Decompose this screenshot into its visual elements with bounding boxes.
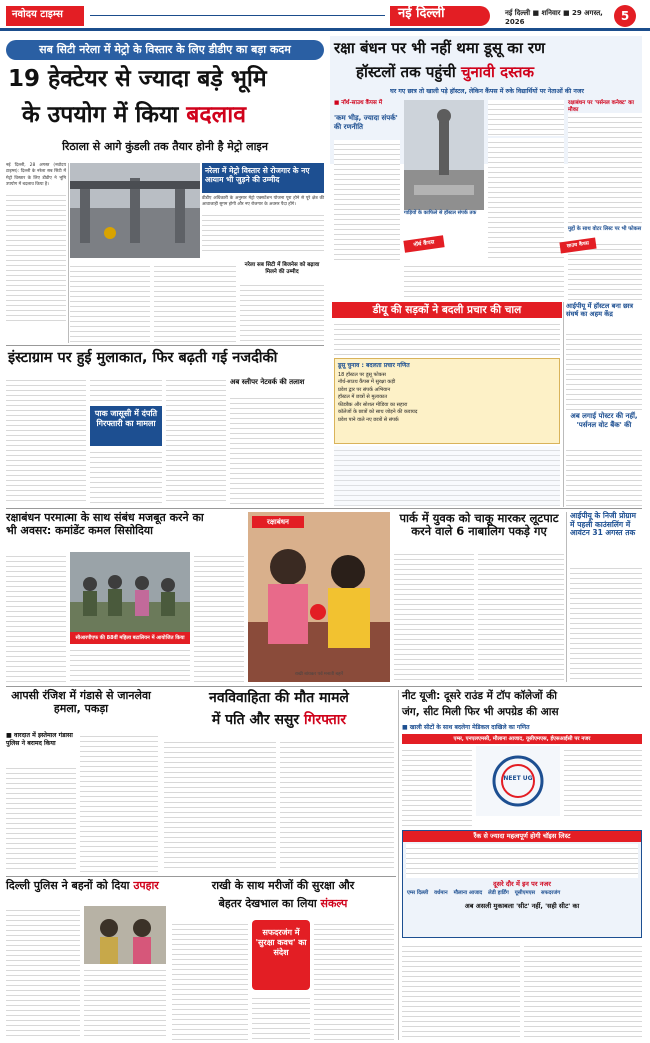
bride-headline-b bbox=[164, 712, 394, 734]
story2-column-1 bbox=[6, 376, 86, 504]
story1-col3-lines bbox=[154, 262, 236, 343]
rakhi-callout: सफदरजंग में 'सुरक्षा कवच' का संदेश bbox=[252, 920, 310, 990]
rakhi-column-1 bbox=[172, 920, 248, 1040]
story1-column-4 bbox=[240, 281, 324, 343]
delhi-column-2 bbox=[84, 966, 166, 1040]
rakhi-col1-lines bbox=[172, 920, 248, 1040]
dusu-box bbox=[334, 358, 560, 444]
neet-box bbox=[402, 830, 642, 938]
neet-box-body bbox=[406, 844, 638, 878]
rakhi-headline-red: संकल्प bbox=[320, 897, 348, 910]
delhi-headline-red: उपहार bbox=[133, 879, 159, 892]
top-bar bbox=[0, 28, 650, 31]
bdesk-caption: सीआरपीएफ की 88वीं महिला बटालियन में आयोजित किया bbox=[70, 632, 190, 644]
bride-column-1 bbox=[164, 738, 276, 872]
city-label: नई दिल्ली bbox=[390, 6, 490, 26]
ipu-lines bbox=[570, 564, 642, 682]
paper-logo: नवोदय टाइम्स bbox=[6, 6, 84, 26]
bdesk-column-3 bbox=[194, 552, 244, 682]
rule-4 bbox=[6, 876, 396, 877]
label-north-campus: नॉर्थ कैंपस bbox=[403, 235, 444, 252]
dusu-bullet-0: 18 हॉस्टल पर डूसू फोकस bbox=[338, 371, 386, 378]
bride-headline-red: गिरफ्तार bbox=[304, 712, 347, 728]
rule-1 bbox=[6, 345, 324, 346]
neet-badge-label: NEET UG bbox=[503, 775, 533, 782]
bdesk-photo bbox=[70, 552, 190, 632]
story1-col4-lines bbox=[240, 281, 324, 343]
right1-tag: ■ नॉर्थ-साउथ कैंपस में bbox=[334, 100, 383, 106]
story2-column-3 bbox=[166, 376, 226, 504]
neet-sub: ■ खाली सीटों के साथ बदलेगा मेडिकल दाखिले का गणित bbox=[402, 724, 530, 731]
right1-headline-a: रक्षा बंधन पर भी नहीं थमा डूसू का रण bbox=[334, 39, 545, 57]
neet-item-4: यूसीएमएस bbox=[514, 890, 535, 897]
dusu-body bbox=[334, 320, 560, 356]
crpf-ceremony-photo bbox=[70, 552, 190, 632]
ipu-headline: आईपीयू के निजी प्रोग्राम में पहली काउंसलिंग में आवंटन 31 अगस्त तक bbox=[570, 511, 636, 538]
delhi-col1-lines bbox=[6, 906, 80, 1040]
neet-item-3: लेडी हार्डिंग bbox=[488, 890, 509, 897]
dusu-bullet-1: नॉर्थ-साउथ कैंपस में सुरक्षा कड़ी bbox=[338, 379, 396, 385]
story2-callout: पाक जासूसी में दंपति गिरफ्तारी का मामला bbox=[90, 406, 162, 446]
right1-col2-lines bbox=[488, 100, 564, 136]
neet-column-2 bbox=[564, 746, 642, 816]
delhi-photo bbox=[84, 906, 166, 964]
label-south-campus: साउथ कैंपस bbox=[559, 238, 596, 254]
story1-divider bbox=[68, 163, 69, 343]
neet-col4-lines bbox=[524, 942, 642, 1040]
right1-column-2b bbox=[488, 138, 564, 260]
bdesk-headline: रक्षाबंधन परमात्मा के साथ संबंध मजबूत करने का भी अवसर: कमांडेंट कमल सिसोदिया bbox=[6, 511, 204, 537]
dusu-box-title: डूसू चुनाव : बदलता प्रचार गणित bbox=[338, 362, 410, 369]
story1-column-1 bbox=[6, 163, 66, 343]
ipu-side-headline: आईपीयू में हॉस्टल बना छात्र संघर्ष का अहम केंद्र bbox=[566, 302, 634, 319]
story1-column-2 bbox=[70, 262, 150, 343]
poster-headline: अब लगाई पोस्टर की नहीं, 'पर्सनल वोट बैंक' की bbox=[570, 412, 638, 429]
neet-column-4 bbox=[524, 942, 642, 1040]
poster-lines bbox=[566, 446, 642, 506]
ipu-side-body bbox=[566, 330, 642, 410]
right1-column-5 bbox=[404, 262, 564, 300]
knife-column-1 bbox=[394, 550, 474, 682]
rakhi-headline-a: राखी के साथ मरीजों की सुरक्षा और bbox=[211, 879, 355, 892]
neet-tags: एम्स, एनएलएमसी, मौलाना आजाद, यूसीएमएस, ईएसआईसी पर नजर bbox=[402, 734, 642, 744]
story1-headline-b bbox=[22, 102, 322, 136]
story1-body-lines bbox=[6, 191, 66, 321]
right1-column-3 bbox=[568, 113, 642, 223]
bride-col1-lines bbox=[164, 738, 276, 872]
knife-col1-lines bbox=[394, 550, 474, 682]
story1-column-3 bbox=[154, 262, 236, 343]
rule-3 bbox=[6, 686, 642, 687]
bride-headline-a: नवविवाहिता की मौत मामले bbox=[209, 690, 349, 706]
story1-headline-red: बदलाव bbox=[186, 102, 246, 128]
delhi-headline bbox=[6, 880, 166, 902]
right1-headline-b bbox=[356, 64, 640, 86]
story2-col4-lines bbox=[230, 394, 324, 504]
poster-body bbox=[566, 446, 642, 506]
knife-col2-lines bbox=[478, 550, 564, 682]
story2-column-4 bbox=[230, 394, 324, 504]
delhi-headline-text: दिल्ली पुलिस ने बहनों को दिया bbox=[6, 879, 130, 892]
bride-column-2 bbox=[280, 738, 394, 872]
metro-construction-photo bbox=[70, 163, 200, 258]
delhi-column-1 bbox=[6, 906, 80, 1040]
neet-column-3 bbox=[402, 942, 520, 1040]
dusu-bullet-2: प्रवेश द्वार पर संपर्क अभियान bbox=[338, 386, 391, 393]
story1-inset-kicker: नरेला सब सिटी में बिजनेस को बढ़ावा मिलने की उम्मीद bbox=[244, 262, 320, 275]
story1-photo bbox=[70, 163, 200, 258]
neet-box-lines bbox=[406, 844, 638, 878]
story1-col2-lines bbox=[70, 262, 150, 343]
apsi-col2-lines bbox=[80, 732, 158, 872]
bdesk-col1-lines bbox=[6, 552, 66, 682]
rakhi-column-3 bbox=[314, 920, 394, 1040]
dusu-bullet-4: फीडबैक और सोशल मीडिया का सहारा bbox=[338, 401, 408, 408]
dusu-body-lines bbox=[334, 320, 560, 356]
right1-column-1 bbox=[334, 140, 400, 260]
bdesk-col2-lines bbox=[70, 646, 190, 682]
right1-headline-red: चुनावी दस्तक bbox=[460, 63, 535, 81]
story1-subhead: रिठाला से आगे कुंडली तक तैयार होनी है मेट्रो लाइन bbox=[62, 140, 268, 153]
dateline: नई दिल्ली ■ शनिवार ■ 29 अगस्त, 2026 bbox=[505, 9, 603, 26]
story2-col3-lines bbox=[166, 376, 226, 504]
neet-list-title: दूसरे दौर में इन पर नजर bbox=[493, 880, 551, 888]
story1-headline-a: 19 हेक्टेयर से ज्यादा बड़े भूमि bbox=[8, 66, 267, 92]
apsi-column-2 bbox=[80, 732, 158, 872]
dusu-headline: डीयू की सड़कों ने बदली प्रचार की चाल bbox=[332, 302, 562, 318]
story2-column-2b bbox=[90, 448, 162, 504]
right1-photo bbox=[404, 100, 484, 210]
story1-highlight: नरेला में मेट्रो विस्तार से रोजगार के नए आयाम भी जुड़ने की उम्मीद bbox=[202, 163, 324, 193]
dusu-bottom bbox=[334, 446, 560, 506]
rakhi-col2-lines bbox=[252, 994, 310, 1040]
rakhi-column-2 bbox=[252, 994, 310, 1040]
apsi-column-1 bbox=[6, 764, 76, 872]
masthead-rule bbox=[90, 15, 385, 16]
neet-col1-lines bbox=[402, 746, 472, 828]
raksha-label: रक्षाबंधन bbox=[252, 516, 304, 528]
story1-highlight-body bbox=[202, 196, 324, 258]
right1-col-head: रक्षाबंधन पर 'पर्सनल कनेक्ट' का मौका bbox=[568, 100, 634, 113]
page-number: 5 bbox=[614, 5, 636, 27]
rakhi-headline-b bbox=[172, 898, 394, 916]
neet-item-0: एम्स दिल्ली bbox=[407, 890, 429, 897]
neet-quote: अब असली मुकाबला 'सीट' नहीं, 'सही सीट' का bbox=[464, 901, 580, 910]
ipu-body bbox=[570, 564, 642, 682]
neet-col3-lines bbox=[402, 942, 520, 1040]
story1-highlight-text: डीडीए अधिकारी के अनुसार मेट्रो एक्सटेंशन योजना पूरा होने से पूरे क्षेत्र की आवाजाही सुगम होगी और नए रोजगार के अवसर पैदा होंगे। bbox=[202, 196, 324, 208]
ipu-side-lines bbox=[566, 330, 642, 410]
right1-col5-lines bbox=[404, 262, 564, 300]
neet-headline-a: नीट यूजी: दूसरे राउंड में टॉप कॉलेजों की bbox=[402, 690, 558, 702]
story2-col2b-lines bbox=[90, 448, 162, 504]
story2-inset-kicker: अब स्लीपर नेटवर्क की तलाश bbox=[230, 378, 305, 386]
neet-headline-b: जंग, सीट मिली फिर भी अपग्रेड की आस bbox=[402, 706, 559, 718]
bride-col2-lines bbox=[280, 738, 394, 872]
right1-subhead: घर गए छात्र तो खाली पड़े हॉस्टल, लेकिन कैंपस में रुके विद्यार्थियों पर नेताओं की नजर bbox=[390, 88, 584, 95]
raksha-photo bbox=[248, 512, 390, 682]
story1-headline-b-text: के उपयोग में किया bbox=[22, 102, 179, 128]
story2-col2a-lines bbox=[90, 376, 162, 404]
police-rakhi-photo bbox=[84, 906, 166, 964]
neet-col2-lines bbox=[564, 746, 642, 816]
dusu-bullet-6: प्रवेश पाने वाले नए छात्रों से संपर्क bbox=[338, 416, 399, 423]
neet-list bbox=[403, 888, 641, 899]
neet-box-title: रैंक से ज्यादा महत्वपूर्ण होगी चॉइस लिस्ट bbox=[403, 831, 641, 842]
right1-col2b-lines bbox=[488, 138, 564, 260]
story1-highlight-lines bbox=[202, 211, 324, 251]
right1-tag-quote: 'कम भीड़, ज्यादा संपर्क' की रणनीति bbox=[334, 114, 398, 131]
bdesk-column-1 bbox=[6, 552, 66, 682]
rakhi-headline-b-text: बेहतर देखभाल का लिया bbox=[218, 897, 317, 910]
story2-column-2a bbox=[90, 376, 162, 404]
rule-2 bbox=[6, 508, 642, 509]
apsi-headline: आपसी रंजिश में गंडासे से जानलेवा हमला, पकड़ा bbox=[11, 689, 151, 715]
neet-item-5: सफदरजंग bbox=[540, 890, 561, 897]
rakhi-tying-photo bbox=[248, 512, 390, 682]
raksha-caption: राखी बांधकर पर्व मनाती बहनें bbox=[295, 672, 343, 677]
dusu-bottom-lines bbox=[334, 446, 560, 506]
rule-v-ipu bbox=[566, 512, 567, 682]
neet-badge bbox=[476, 746, 560, 816]
bride-headline-b-text: में पति और ससुर bbox=[211, 712, 300, 728]
delhi-col2-lines bbox=[84, 966, 166, 1040]
knife-column-2 bbox=[478, 550, 564, 682]
neet-item-2: मौलाना आजाद bbox=[453, 890, 483, 897]
right1-headline-b-text: हॉस्टलों तक पहुंची bbox=[356, 63, 456, 81]
bdesk-col3-lines bbox=[194, 552, 244, 682]
right1-side-head: मुद्दों के साथ वोटर लिस्ट पर भी फोकस bbox=[568, 226, 642, 232]
rule-v-neet bbox=[398, 690, 399, 1040]
right1-col3-lines bbox=[568, 113, 642, 223]
dusu-bullet-3: हॉस्टल में छात्रों से मुलाकात bbox=[338, 394, 388, 400]
campus-statue-photo bbox=[404, 100, 484, 210]
right1-col1-lines bbox=[334, 140, 400, 260]
story1-byline: नई दिल्ली, 28 अगस्त (नवोदय टाइम्स): दिल्ली के नरेला सब सिटी में मेट्रो विस्तार के लिए डीडीए ने भूमि उपयोग में बदलाव किया है। bbox=[6, 163, 66, 188]
right1-column-2 bbox=[488, 100, 564, 136]
right1-campus-labels bbox=[404, 228, 484, 260]
story2-headline: इंस्टाग्राम पर हुई मुलाकात, फिर बढ़ती गई नजदीकी bbox=[8, 350, 278, 366]
neet-item-1: वर्धमान bbox=[434, 890, 448, 897]
knife-headline: पार्क में युवक को चाकू मारकर लूटपाट करने वाले 6 नाबालिग पकड़े गए bbox=[399, 511, 559, 539]
neet-column-1 bbox=[402, 746, 472, 828]
right1-photo-caption: गाड़ियों के काफिले से हॉस्टल संपर्क तक bbox=[404, 210, 477, 216]
apsi-sub: ■ वारदात में इस्तेमाल गंडासा पुलिस ने बरामद किया bbox=[6, 732, 73, 747]
apsi-col1-lines bbox=[6, 764, 76, 872]
story1-kicker: सब सिटी नरेला में मेट्रो के विस्तार के लिए डीडीए का बड़ा कदम bbox=[6, 40, 324, 60]
story2-col1-lines bbox=[6, 376, 86, 504]
rakhi-col3-lines bbox=[314, 920, 394, 1040]
rule-v-right bbox=[563, 302, 564, 507]
bdesk-column-2 bbox=[70, 646, 190, 682]
dusu-bullet-5: कॉलेजों के छात्रों को साथ जोड़ने की कवायद bbox=[338, 409, 418, 415]
